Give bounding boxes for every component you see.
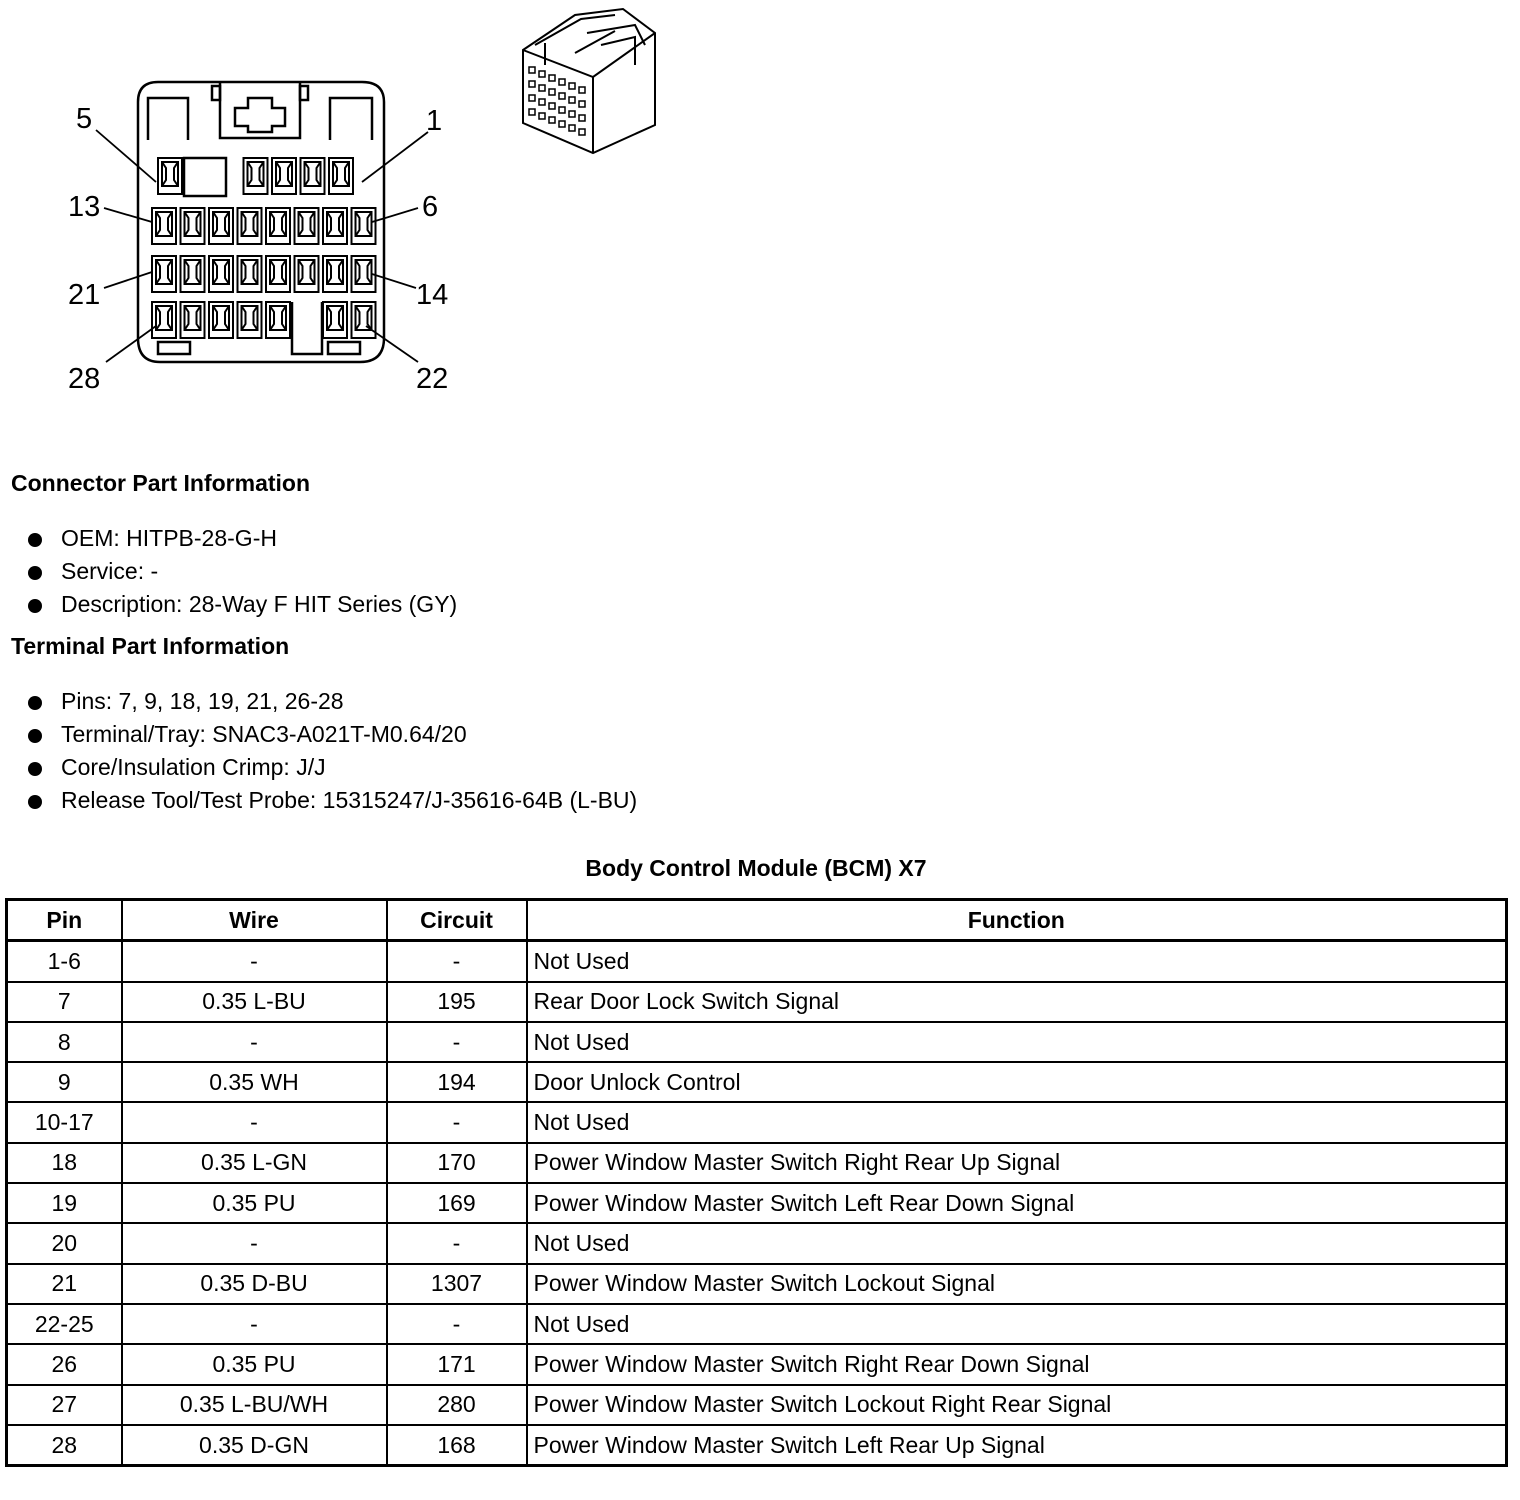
- cell-circuit: -: [387, 1223, 527, 1263]
- table-row: [7, 1304, 1507, 1344]
- connector-cavity: [238, 256, 262, 292]
- terminal-part-heading: Terminal Part Information: [11, 633, 290, 659]
- connector-cavity: [295, 256, 319, 292]
- cell-pin: 27: [7, 1385, 122, 1425]
- cell-circuit: -: [387, 1022, 527, 1062]
- cell-wire: 0.35 L-BU: [122, 982, 387, 1022]
- connector-face-diagram: [60, 70, 480, 410]
- table-row: [7, 1062, 1507, 1102]
- connector-cavity: [209, 302, 233, 338]
- list-item: Release Tool/Test Probe: 15315247/J-35616-64B (L-BU): [28, 784, 637, 817]
- cell-wire: -: [122, 1022, 387, 1062]
- cell-pin: 10-17: [7, 1102, 122, 1142]
- bullet-icon: [28, 696, 42, 710]
- cell-function: Door Unlock Control: [527, 1062, 1507, 1102]
- cell-wire: 0.35 PU: [122, 1344, 387, 1384]
- connector-cavity: [181, 208, 205, 244]
- cell-wire: 0.35 L-BU/WH: [122, 1385, 387, 1425]
- cell-function: Not Used: [527, 1223, 1507, 1263]
- cell-wire: 0.35 L-GN: [122, 1143, 387, 1183]
- table-row: [7, 1143, 1507, 1183]
- connector-cavity: [352, 302, 376, 338]
- connector-cavity: [238, 208, 262, 244]
- connector-cavity: [323, 256, 347, 292]
- terminal-part-list: [28, 685, 637, 817]
- pin-label-14: 14: [416, 279, 449, 311]
- connector-cavity: [244, 158, 268, 194]
- connector-cavity: [152, 256, 176, 292]
- cell-function: Power Window Master Switch Left Rear Up Signal: [527, 1425, 1507, 1466]
- connector-cavity: [352, 208, 376, 244]
- list-item: Service: -: [28, 555, 457, 588]
- connector-cavity: [209, 208, 233, 244]
- cell-pin: 26: [7, 1344, 122, 1384]
- list-item: Description: 28-Way F HIT Series (GY): [28, 588, 457, 621]
- cell-circuit: -: [387, 1304, 527, 1344]
- cell-pin: 1-6: [7, 941, 122, 982]
- header-wire: Wire: [122, 900, 387, 941]
- header-circuit: Circuit: [387, 900, 527, 941]
- cell-pin: 20: [7, 1223, 122, 1263]
- list-item: OEM: HITPB-28-G-H: [28, 522, 457, 555]
- cell-circuit: 194: [387, 1062, 527, 1102]
- cell-wire: 0.35 WH: [122, 1062, 387, 1102]
- pin-label-13: 13: [68, 191, 101, 223]
- table-header-row: [7, 900, 1507, 941]
- connector-latch: [220, 82, 300, 138]
- connector-cavity: [323, 208, 347, 244]
- connector-cavity: [152, 302, 176, 338]
- table-row: [7, 1385, 1507, 1425]
- list-item: Terminal/Tray: SNAC3-A021T-M0.64/20: [28, 718, 637, 751]
- connector-cavity: [181, 256, 205, 292]
- pin-label-6: 6: [422, 191, 439, 223]
- bullet-icon: [28, 795, 42, 809]
- bullet-icon: [28, 762, 42, 776]
- pin-label-5: 5: [76, 103, 93, 135]
- bullet-icon: [28, 729, 42, 743]
- cell-circuit: 169: [387, 1183, 527, 1223]
- connector-cavity: [158, 158, 182, 194]
- table-row: [7, 1425, 1507, 1466]
- pin-label-21: 21: [68, 279, 101, 311]
- table-row: [7, 1223, 1507, 1263]
- cell-circuit: 280: [387, 1385, 527, 1425]
- bullet-icon: [28, 566, 42, 580]
- connector-cavity: [209, 256, 233, 292]
- connector-cavity: [323, 302, 347, 338]
- connector-part-heading: Connector Part Information: [11, 470, 311, 496]
- cell-function: Power Window Master Switch Right Rear Up Signal: [527, 1143, 1507, 1183]
- connector-cavity: [272, 158, 296, 194]
- connector-cavity: [238, 302, 262, 338]
- connector-cavity: [266, 208, 290, 244]
- cell-wire: 0.35 PU: [122, 1183, 387, 1223]
- header-function: Function: [527, 900, 1507, 941]
- connector-part-list: [28, 522, 457, 621]
- cell-wire: 0.35 D-BU: [122, 1264, 387, 1304]
- cell-function: Power Window Master Switch Right Rear Down Signal: [527, 1344, 1507, 1384]
- pin-label-1: 1: [426, 105, 443, 137]
- cell-wire: -: [122, 1304, 387, 1344]
- cell-function: Power Window Master Switch Lockout Signal: [527, 1264, 1507, 1304]
- cell-function: Power Window Master Switch Lockout Right Rear Signal: [527, 1385, 1507, 1425]
- connector-cavity: [295, 208, 319, 244]
- pin-table: [5, 898, 1508, 1467]
- cell-pin: 28: [7, 1425, 122, 1466]
- table-row: [7, 941, 1507, 982]
- connector-cavity: [266, 302, 290, 338]
- connector-cavity: [266, 256, 290, 292]
- cell-circuit: 195: [387, 982, 527, 1022]
- header-pin: Pin: [7, 900, 122, 941]
- connector-isometric-view: [515, 5, 665, 160]
- pin-label-28: 28: [68, 363, 101, 395]
- connector-cavity: [301, 158, 325, 194]
- cell-function: Not Used: [527, 1022, 1507, 1062]
- cell-function: Not Used: [527, 1304, 1507, 1344]
- cell-function: Not Used: [527, 1102, 1507, 1142]
- cell-pin: 18: [7, 1143, 122, 1183]
- cell-pin: 21: [7, 1264, 122, 1304]
- cell-pin: 8: [7, 1022, 122, 1062]
- cell-circuit: 170: [387, 1143, 527, 1183]
- cell-circuit: -: [387, 941, 527, 982]
- table-row: [7, 982, 1507, 1022]
- list-item: Core/Insulation Crimp: J/J: [28, 751, 637, 784]
- cell-wire: -: [122, 1102, 387, 1142]
- cell-pin: 22-25: [7, 1304, 122, 1344]
- cell-wire: -: [122, 1223, 387, 1263]
- cell-circuit: 171: [387, 1344, 527, 1384]
- cell-wire: -: [122, 941, 387, 982]
- pin-label-22: 22: [416, 363, 449, 395]
- cell-pin: 9: [7, 1062, 122, 1102]
- bullet-icon: [28, 533, 42, 547]
- bullet-icon: [28, 599, 42, 613]
- cell-circuit: 168: [387, 1425, 527, 1466]
- cell-circuit: 1307: [387, 1264, 527, 1304]
- cell-function: Not Used: [527, 941, 1507, 982]
- table-row: [7, 1022, 1507, 1062]
- cell-function: Rear Door Lock Switch Signal: [527, 982, 1507, 1022]
- cell-pin: 19: [7, 1183, 122, 1223]
- connector-cavity: [152, 208, 176, 244]
- list-item: Pins: 7, 9, 18, 19, 21, 26-28: [28, 685, 637, 718]
- table-row: [7, 1102, 1507, 1142]
- table-title: Body Control Module (BCM) X7: [585, 855, 927, 881]
- cell-circuit: -: [387, 1102, 527, 1142]
- cell-function: Power Window Master Switch Left Rear Down Signal: [527, 1183, 1507, 1223]
- table-row: [7, 1264, 1507, 1304]
- connector-cavity: [181, 302, 205, 338]
- table-row: [7, 1183, 1507, 1223]
- connector-cavity: [352, 256, 376, 292]
- table-row: [7, 1344, 1507, 1384]
- connector-cavity: [329, 158, 353, 194]
- cell-pin: 7: [7, 982, 122, 1022]
- cell-wire: 0.35 D-GN: [122, 1425, 387, 1466]
